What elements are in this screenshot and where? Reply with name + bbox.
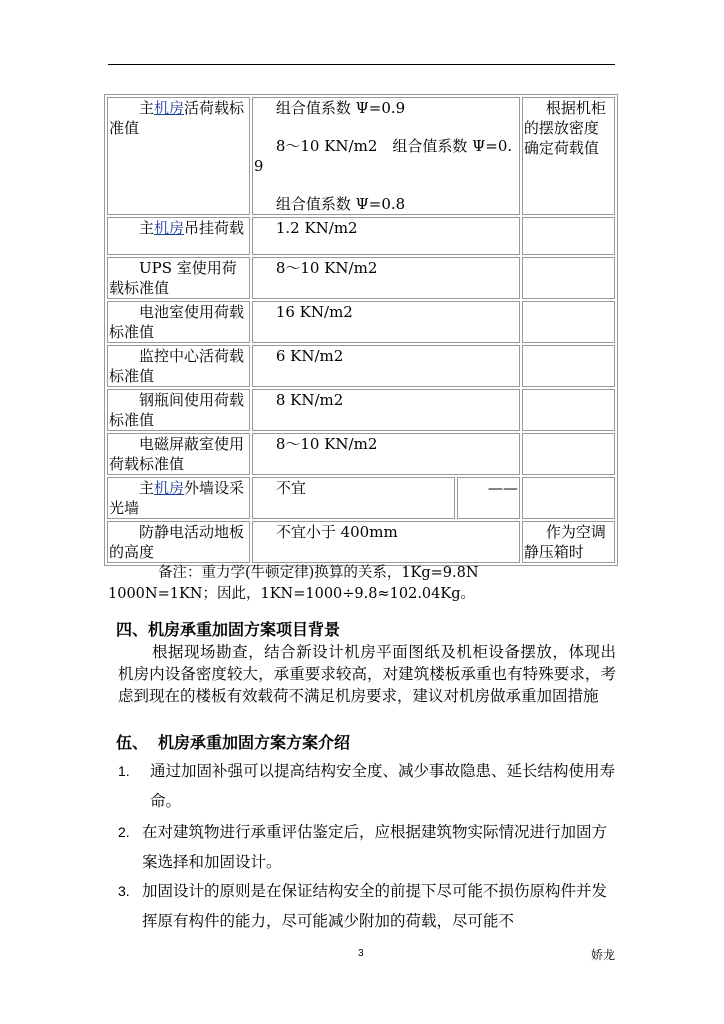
table-row [107, 257, 615, 299]
list-item: 2. 在对建筑物进行承重评估鉴定后，应根据建筑物实际情况进行加固方案选择和加固设计。 [118, 823, 608, 871]
section-5-heading: 伍、 机房承重加固方案方案介绍 [116, 733, 351, 752]
table-row [107, 477, 615, 519]
table-cell-value: 1.2 KN/m2 [252, 217, 520, 255]
table-row [107, 389, 615, 431]
table-cell-value: 8 KN/m2 [252, 389, 520, 431]
table-cell-name: 电磁屏蔽室使用荷载标准值 [107, 433, 250, 475]
table-cell-name: 主机房活荷载标准值 [107, 97, 250, 215]
table-cell-note: 根据机柜的摆放密度确定荷载值 [522, 97, 615, 215]
table-row [107, 521, 615, 563]
table-cell-value: 不宜小于 400mm [252, 521, 520, 563]
table-cell-value: 不宜 [252, 477, 455, 519]
section-4-paragraph: 根据现场勘查，结合新设计机房平面图纸及机柜设备摆放，体现出机房内设备密度较大，承重要求较高，对建筑楼板承重也有特殊要求，考虑到现在的楼板有效载荷不满足机房要求，建议对机房做承重加固措施 [118, 643, 616, 705]
table-cell-name: 监控中心活荷载标准值 [107, 345, 250, 387]
table-row [107, 217, 615, 255]
table-row [107, 345, 615, 387]
table-cell-value: 16 KN/m2 [252, 301, 520, 343]
page-number: 3 [358, 948, 364, 959]
list-item: 3. 加固设计的原则是在保证结构安全的前提下尽可能不损伤原构件并发挥原有构件的能力，尽可能减少附加的荷载，尽可能不 [118, 882, 608, 930]
table-cell-name: 主机房吊挂荷载 [107, 217, 250, 255]
remark-note: 备注：重力学(牛顿定律)换算的关系，1Kg=9.8N 1000N=1KN；因此，1KN=1000÷9.8≈102.04Kg。 [108, 565, 479, 602]
header-rule [108, 64, 615, 65]
table-cell-note [522, 389, 615, 431]
term-link[interactable]: 机房 [154, 219, 185, 237]
table-cell-name: 钢瓶间使用荷载标准值 [107, 389, 250, 431]
table-cell-name: 主机房外墙设采光墙 [107, 477, 250, 519]
table-cell-note [522, 345, 615, 387]
table-cell-name: 电池室使用荷载标准值 [107, 301, 250, 343]
table-cell-value-dash: —— [457, 477, 520, 519]
table-row [107, 97, 615, 215]
table-row [107, 301, 615, 343]
table-row [107, 433, 615, 475]
table-cell-value: 8～10 KN/m2 [252, 433, 520, 475]
table-cell-note [522, 433, 615, 475]
footer-author: 娇龙 [591, 948, 616, 962]
table-cell-note [522, 477, 615, 519]
table-cell-note [522, 301, 615, 343]
section-4-heading: 四、机房承重加固方案项目背景 [116, 620, 341, 639]
table-cell-name: 防静电活动地板的高度 [107, 521, 250, 563]
table-cell-value: 8～10 KN/m2 [252, 257, 520, 299]
load-standard-table [104, 94, 618, 566]
term-link[interactable]: 机房 [154, 99, 185, 117]
table-cell-name: UPS 室使用荷载标准值 [107, 257, 250, 299]
term-link[interactable]: 机房 [154, 479, 185, 497]
table-cell-note [522, 257, 615, 299]
table-cell-value: 6 KN/m2 [252, 345, 520, 387]
list-item: 1. 通过加固补强可以提高结构安全度、减少事故隐患、延长结构使用寿命。 [118, 762, 616, 810]
table-cell-note: 作为空调静压箱时 [522, 521, 615, 563]
table-cell-note [522, 217, 615, 255]
table-cell-value: 组合值系数 Ψ=0.9 8～10 KN/m2 组合值系数 Ψ=0.9 组合值系数 Ψ=0.8 [252, 97, 520, 215]
